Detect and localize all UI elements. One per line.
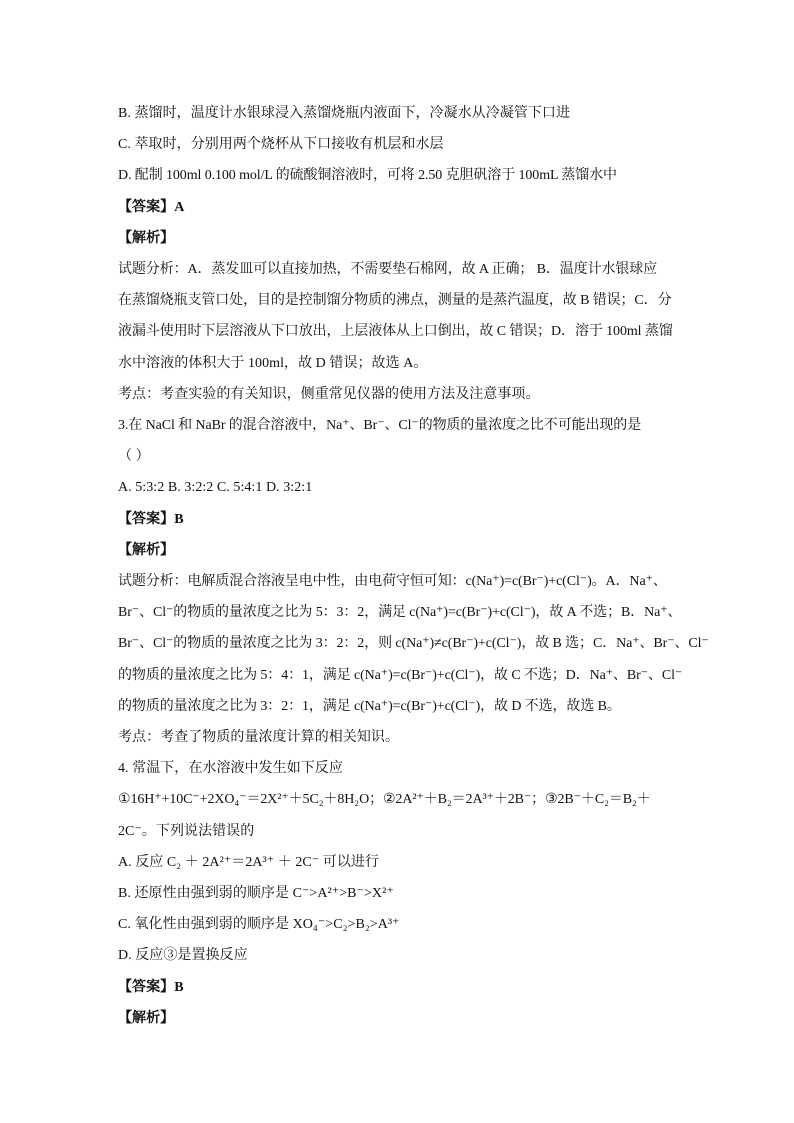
option-c-line: C. 萃取时，分别用两个烧杯从下口接收有机层和水层 — [118, 137, 444, 153]
analysis-text-q2-3: 液漏斗使用时下层溶液从下口放出，上层液体从上口倒出，故 C 错误；D．溶于 100ml 蒸馏 — [118, 324, 673, 340]
analysis-text-q2-2: 在蒸馏烧瓶支管口处，目的是控制馏分物质的沸点，测量的是蒸汽温度，故 B 错误；C．分 — [118, 293, 672, 309]
exam-point-q2: 考点：考查实验的有关知识，侧重常见仪器的使用方法及注意事项。 — [118, 386, 540, 402]
answer-label-q4: 【答案】B — [118, 979, 184, 995]
analysis-label-q3: 【解析】 — [118, 542, 175, 558]
option-b-line: B. 蒸馏时，温度计水银球浸入蒸馏烧瓶内液面下，冷凝水从冷凝管下口进 — [118, 106, 571, 121]
analysis-text-q2-1: 试题分析：A．蒸发皿可以直接加热，不需要垫石棉网，故 A 正确； B．温度计水银球应 — [118, 262, 658, 278]
question-4-option-c: C. 氧化性由强到弱的顺序是 XO₄⁻>C₂>B₂>A³⁺ — [118, 917, 400, 933]
question-4-option-a: A. 反应 C₂ ＋ 2A²⁺＝2A³⁺ ＋ 2C⁻ 可以进行 — [118, 854, 380, 870]
option-d-line: D. 配制 100ml 0.100 mol/L 的硫酸铜溶液时，可将 2.50 克胆矾溶于 100mL 蒸馏水中 — [118, 168, 617, 184]
answer-label-q2: 【答案】A — [118, 199, 185, 215]
question-4-prompt: 2C⁻。下列说法错误的 — [118, 823, 255, 839]
question-4-option-d: D. 反应③是置换反应 — [118, 948, 248, 964]
analysis-text-q2-4: 水中溶液的体积大于 100ml，故 D 错误；故选 A。 — [118, 355, 428, 371]
analysis-label-q2: 【解析】 — [118, 230, 175, 246]
question-3-options: A. 5:3:2 B. 3:2:2 C. 5:4:1 D. 3:2:1 — [118, 480, 313, 496]
analysis-label-q4: 【解析】 — [118, 1010, 175, 1026]
answer-label-q3: 【答案】B — [118, 511, 184, 527]
question-4-reactions: ①16H⁺+10C⁻+2XO₄⁻＝2X²⁺＋5C₂＋8H₂O；②2A²⁺＋B₂＝2A³⁺＋2B⁻；③2B⁻＋C₂＝B₂＋ — [118, 792, 651, 808]
analysis-text-q3-5: 的物质的量浓度之比为 3：2：1，满足 c(Na⁺)=c(Br⁻)+c(Cl⁻)，故 D 不选，故选 B。 — [118, 698, 621, 714]
analysis-text-q3-4: 的物质的量浓度之比为 5：4：1，满足 c(Na⁺)=c(Br⁻)+c(Cl⁻)，故 C 不选；D．Na⁺、Br⁻、Cl⁻ — [118, 667, 683, 683]
analysis-text-q3-1: 试题分析：电解质混合溶液呈电中性，由电荷守恒可知：c(Na⁺)=c(Br⁻)+c(Cl⁻)。A．Na⁺、 — [118, 574, 667, 590]
question-4-option-b: B. 还原性由强到弱的顺序是 C⁻>A²⁺>B⁻>X²⁺ — [118, 886, 394, 902]
analysis-text-q3-2: Br⁻、Cl⁻的物质的量浓度之比为 5：3：2，满足 c(Na⁺)=c(Br⁻)+c(Cl⁻)，故 A 不选；B．Na⁺、 — [118, 605, 682, 621]
analysis-text-q3-3: Br⁻、Cl⁻的物质的量浓度之比为 3：2：2，则 c(Na⁺)≠c(Br⁻)+c(Cl⁻)，故 B 选；C．Na⁺、Br⁻、Cl⁻ — [118, 636, 709, 652]
question-4-stem: 4. 常温下，在水溶液中发生如下反应 — [118, 761, 343, 777]
exam-point-q3: 考点：考查了物质的量浓度计算的相关知识。 — [118, 730, 399, 746]
question-3-stem: 3.在 NaCl 和 NaBr 的混合溶液中，Na⁺、Br⁻、Cl⁻的物质的量浓度之比不可能出现的是 — [118, 418, 642, 434]
document-body — [118, 98, 709, 1034]
question-3-bracket: （ ） — [118, 449, 150, 465]
